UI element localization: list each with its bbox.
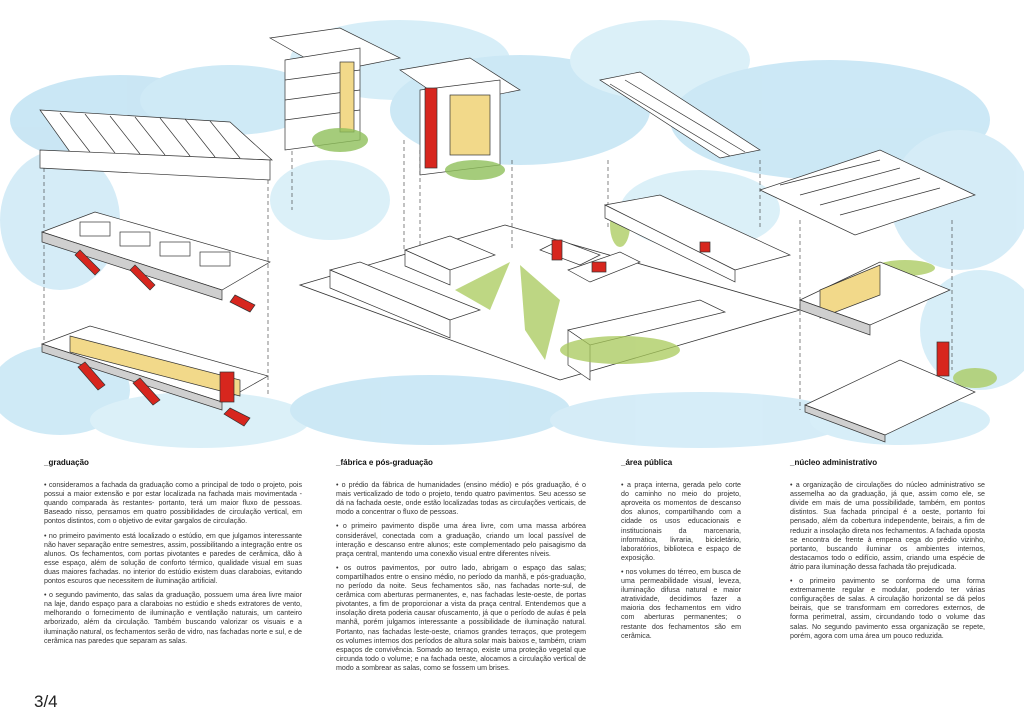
fabrica-column [336,458,586,678]
nucleo-administrativo-column [790,458,985,646]
paragraph: • nos volumes do térreo, em busca de uma permeabilidade visual, leveza, iluminação difusa natural e maior atratividade, decidimos fazer a maioria dos fechamentos em vidro com aberturas permanentes; o restante dos fechamentos são em cerâmica. [621,567,741,640]
paragraph: • os outros pavimentos, por outro lado, abrigam o espaço das salas; compartilhados entre o ensino médio, no período da manhã, e pós-graduação, no período da noite. Seus fechamentos são, nas fachadas norte-sul, de cerâmica com aberturas permanentes, e, nas fachadas leste-oeste, de portas pivotantes, a fim de proporcionar a vista da praça central. Entendemos que a insolação direta poderia causar ofuscamento, já que o período de aulas é pela manhã, porém julgamos interessante a possibilidade de iluminação natural. Portanto, nas fachadas leste-oeste, criamos grandes terraços, que protegem os volumes internos dos períodos de altura solar mais baixos e, também, criam espaços de convivência. Somado ao terraço, existe uma proteção vegetal que circunda todo o volume; e na fachada oeste, alocamos a circulação vertical de modo a sombrear as salas, como se fossem um brises. [336,563,586,672]
section-heading: _área pública [621,458,673,467]
paragraph: • o segundo pavimento, das salas da graduação, possuem uma área livre maior na laje, dando espaço para a claraboias no estúdio e sheds extratores de vento, melhorando o fornecimento de iluminação e ventilação naturais, um canteiro arborizado, além da circulação. Também buscando valorizar os visuais e a iluminação natural, os fechamentos serão de vidro, nas fachadas norte e sul, e de cerâmica nas paredes que separam as salas. [44,591,302,645]
section-heading: _núcleo administrativo [790,458,878,467]
paragraph: • a organização de circulações do núcleo administrativo se assemelha ao da graduação, já que, assim como ele, se divide em mais de uma possibilidade, também, em pontos distintos. Sua fachada principal é a oeste, portanto foi pensado, além da cobertura independente, beirais, a fim de reduzir a insolação direta nos fechamentos. A fachada oposta se encontra de frente à empena cega do prédio vizinho, portanto, buscando iluminar os ambientes internos, destacamos todo o edifício, assim, criando uma espécie de átrio para iluminação dessa fachada tão prejudicada. [790,481,985,571]
paragraph: • a praça interna, gerada pelo corte do caminho no meio do projeto, aproveita os momentos de descanso dos alunos, compartilhando com a cidade os usos educacionais e institucionais da marcenaria, informática, livraria, bicicletário, laboratórios, biblioteca e espaço de exposição. [621,481,741,562]
area-publica-column [621,458,741,646]
graduacao-column [44,458,302,651]
paragraph: • o prédio da fábrica de humanidades (ensino médio) e pós graduação, é o mais verticalizado de todo o projeto, tendo quatro pavimentos. Seu acesso se dá na fachada oeste, onde estão localizadas todas as circulações verticais, de modo a concentrar o fluxo de pessoas. [336,481,586,517]
section-heading: _fábrica e pós-graduação [336,458,433,467]
page-number: 3/4 [34,692,58,711]
paragraph: • no primeiro pavimento está localizado o estúdio, em que julgamos interessante não haver separação entre semestres, assim, possibilitando a integração entre os alunos. Os fechamentos, com portas pivotantes e paredes de cerâmica, dão à esse espaço, além de solução de conforto térmico, qualidade visual em suas duas maiores fachadas. no interior do estúdio existem duas claraboias, evitando pontos escuros que necessitem de iluminação artificial. [44,531,302,586]
paragraph: • consideramos a fachada da graduação como a principal de todo o projeto, pois possui a maior extensão e por estar localizada na fachada mais movimentada -quando comparada às restantes- portanto, terá um maior fluxo de pessoas. Baseado nisso, pensamos em quatro possibilidades de circulação vertical, em pontos distintos, com o objetivo de evitar gargalos de circulação. [44,481,302,526]
paragraph: • o primeiro pavimento dispõe uma área livre, com uma massa arbórea considerável, conectada com a graduação, criando um local passível de interação e descanso entre alunos; este complementado pelo paisagismo da praça central, mantendo uma conexão visual entre diferentes níveis. [336,522,586,558]
paragraph: • o primeiro pavimento se conforma de uma forma extremamente regular e modular, podendo ter várias configurações de salas. A circulação horizontal se dá pelos beirais, que se transformam em corredores externos, de forma perimetral, assim, circundando todo o volume das salas. No segundo pavimento essa organização se repete, porém, agora com uma área um pouco reduzida. [790,577,985,640]
section-heading: _graduação [44,458,89,467]
